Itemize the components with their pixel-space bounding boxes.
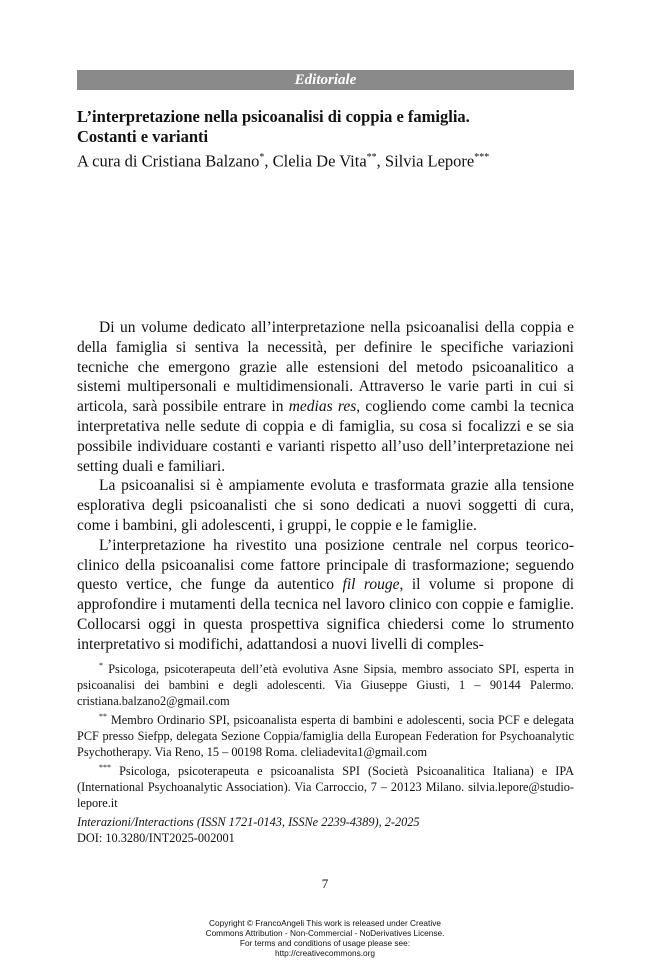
footnote-text: Psicologa, psicoterapeuta e psicoanalista SPI (Società Psicoanalitica Italiana) e IPA (International Psychoanalytic Association). Via Carroccio, 7 – 20123 Milano. silvia.lepore@studio-lepore.it <box>77 764 574 811</box>
article-title-line-1: L’interpretazione nella psicoanalisi di coppia e famiglia. <box>77 107 470 126</box>
author-separator: , <box>376 151 385 171</box>
footnote <box>77 709 574 760</box>
body-text: La psicoanalisi si è ampiamente evoluta e trasformata grazie alla tensione esplorativa degli psicoanalisti che si sono dedicati a nuovi soggetti di cura, come i bambini, gli adolescenti, i gruppi, le coppie e le famiglie. <box>77 477 574 534</box>
footnote <box>77 760 574 811</box>
body-text: , il volume si propone di approfondire i mutamenti della tecnica nel lavoro clinico con coppie e famiglie. Collocarsi oggi in questa prospettiva significa chiedersi come lo strumento interpretativo si modifichi, adattandosi a nuovi livelli di comples- <box>77 576 574 653</box>
byline-prefix: A cura di <box>77 151 142 171</box>
author-separator: , <box>264 151 273 171</box>
journal-citation <box>77 814 574 846</box>
license-line: Copyright © FrancoAngeli This work is released under Creative <box>209 918 441 928</box>
article-header <box>77 107 577 173</box>
article-body <box>77 318 574 655</box>
section-label: Editoriale <box>77 70 574 90</box>
body-paragraph <box>77 318 574 476</box>
body-text: Di un volume dedicato all’interpretazione nella psicoanalisi della coppia e della famiglia si sentiva la necessità, per definire le specifiche variazioni tecniche che emergono grazie alle estensioni del metodo psicoanalitico a sistemi multipersonali e multidimensionali. Attraverso le varie parti in cui si articola, sarà possibile entrare in <box>77 319 574 416</box>
body-text-italic: medias res <box>288 398 357 416</box>
body-text: L’interpretazione ha rivestito una posizione centrale nel corpus teorico-clinico della psicoanalisi come fattore principale di trasformazione; seguendo questo vertice, che funge da autentico <box>77 536 574 594</box>
license-notice <box>150 918 500 958</box>
author-footnote-mark: *** <box>474 152 490 163</box>
footnotes <box>77 658 574 811</box>
footnote-text: Psicologa, psicoterapeuta dell’età evolutiva Asne Sipsia, membro associato SPI, esperta in psicoanalisi dei bambini e degli adolescenti. Via Giuseppe Giusti, 1 – 90144 Palermo. cristiana.balzano2@gmail.com <box>77 662 574 709</box>
author-name: Silvia Lepore <box>384 151 475 171</box>
footnote <box>77 658 574 709</box>
author-name: Clelia De Vita <box>272 151 367 171</box>
footnote-text: Membro Ordinario SPI, psicoanalista esperta di bambini e adolescenti, socia PCF e delegata PCF presso Siefpp, delegata Sezione Coppia/famiglia della European Federation for Psychoanalytic Psychotherapy. Via Reno, 15 – 00198 Roma. cleliadevita1@gmail.com <box>77 713 574 760</box>
author-footnote-mark: ** <box>366 152 377 163</box>
body-text: , cogliendo come cambi la tecnica interpretativa nelle sedute di coppia e di famiglia, su cosa si focalizzi e se sia possibile individuare costanti e varianti rispetto all’uso dell’interpretazione nei setting duali e familiari. <box>77 398 574 475</box>
license-line: For terms and conditions of usage please see: <box>239 938 411 948</box>
footnote-mark: *** <box>99 763 111 773</box>
page-number: 7 <box>321 876 329 891</box>
byline <box>77 147 577 173</box>
body-text-italic: fil rouge <box>342 576 400 594</box>
license-link[interactable]: http://creativecommons.org <box>274 948 376 958</box>
body-paragraph <box>77 476 574 535</box>
journal-reference: Interazioni/Interactions (ISSN 1721-0143, ISSNe 2239-4389), 2-2025 <box>77 815 420 829</box>
doi: DOI: 10.3280/INT2025-002001 <box>77 831 235 845</box>
license-line: Commons Attribution - Non-Commercial - NoDerivatives License. <box>205 928 445 938</box>
article-title-line-2: Costanti e varianti <box>77 127 209 146</box>
footnote-mark: * <box>99 661 103 670</box>
body-paragraph <box>77 536 574 655</box>
author-footnote-mark: * <box>259 152 265 163</box>
footnote-mark: ** <box>99 712 107 722</box>
author-name: Cristiana Balzano <box>141 151 260 171</box>
